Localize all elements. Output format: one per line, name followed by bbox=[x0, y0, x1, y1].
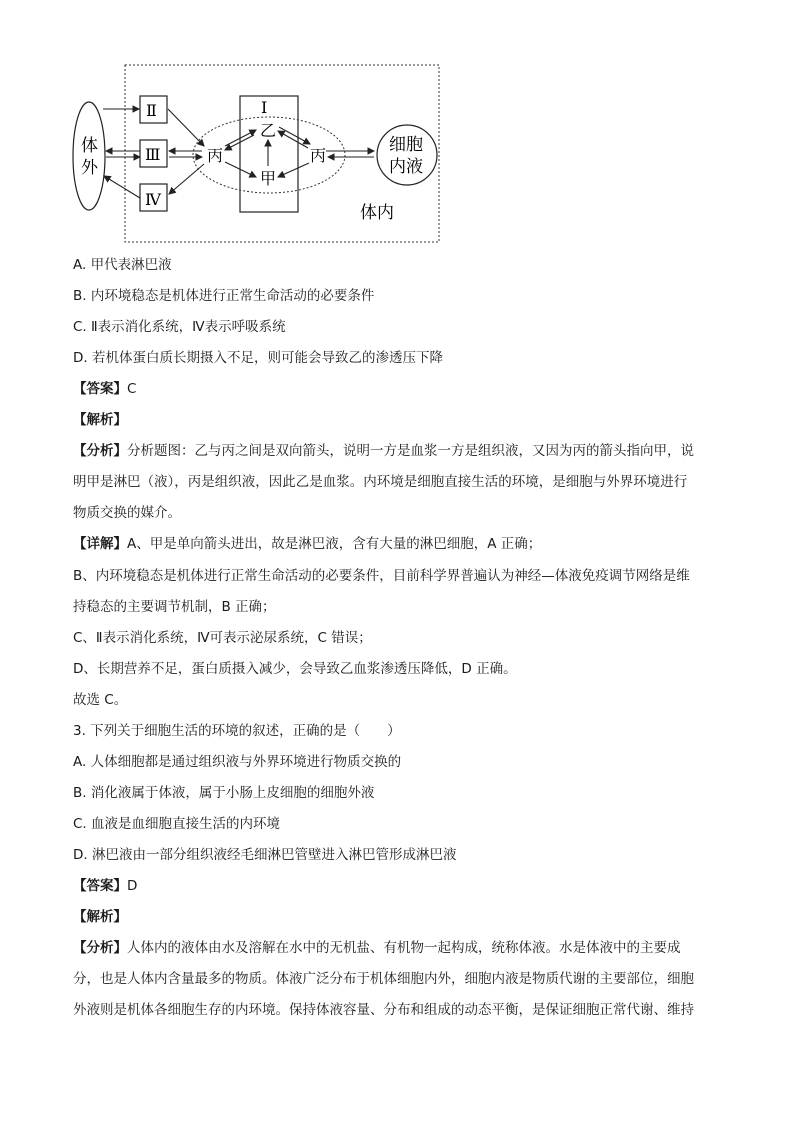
q2-detail-line-5: D、长期营养不足，蛋白质摄入减少，会导致乙血浆渗透压降低，D 正确。 bbox=[73, 661, 517, 677]
body-inside-label: 体内 bbox=[360, 203, 394, 223]
answer-tag: 【答案】 bbox=[73, 381, 127, 397]
analysis-text: 分析题图：乙与丙之间是双向箭头，说明一方是血浆一方是组织液，又因为丙的箭头指向甲，说 bbox=[127, 443, 694, 459]
q2-detail-line-2: B、内环境稳态是机体进行正常生命活动的必要条件，目前科学界普遍认为神经—体液免疫调节网络是维 bbox=[73, 568, 690, 584]
outside-label-1: 体 bbox=[81, 136, 98, 156]
answer-value: D bbox=[127, 878, 138, 894]
q2-option-d: D. 若机体蛋白质长期摄入不足，则可能会导致乙的渗透压下降 bbox=[73, 350, 443, 366]
detail-tag: 【详解】 bbox=[73, 536, 127, 552]
cell-fluid-label-1: 细胞 bbox=[389, 135, 423, 155]
explain-tag: 【解析】 bbox=[73, 412, 127, 428]
q2-analysis-line-1 bbox=[73, 441, 694, 461]
box-IV-label: Ⅳ bbox=[145, 190, 161, 209]
q2-answer bbox=[73, 379, 136, 399]
q2-analysis-line-3: 物质交换的媒介。 bbox=[73, 505, 181, 521]
outside-ellipse bbox=[73, 102, 105, 210]
q3-option-b: B. 消化液属于体液，属于小肠上皮细胞的细胞外液 bbox=[73, 785, 375, 801]
q2-detail-line-1 bbox=[73, 534, 541, 554]
answer-tag: 【答案】 bbox=[73, 878, 127, 894]
cell-fluid-label-2: 内液 bbox=[389, 157, 423, 177]
q2-option-b: B. 内环境稳态是机体进行正常生命活动的必要条件 bbox=[73, 288, 375, 304]
q3-answer bbox=[73, 876, 137, 896]
q3-analysis-line-2: 分，也是人体内含量最多的物质。体液广泛分布于机体细胞内外，细胞内液是物质代谢的主要部位，细胞 bbox=[73, 971, 694, 987]
analysis-text: 人体内的液体由水及溶解在水中的无机盐、有机物一起构成，统称体液。水是体液中的主要成 bbox=[127, 940, 681, 956]
q3-analysis-line-3: 外液则是机体各细胞生存的内环境。保持体液容量、分布和组成的动态平衡，是保证细胞正常代谢、维持 bbox=[73, 1002, 694, 1018]
answer-value: C bbox=[127, 381, 137, 397]
q2-detail-line-4: C、Ⅱ表示消化系统，Ⅳ可表示泌尿系统，C 错误； bbox=[73, 630, 372, 646]
q2-conclusion: 故选 C。 bbox=[73, 692, 128, 708]
q3-option-a: A. 人体细胞都是通过组织液与外界环境进行物质交换的 bbox=[73, 754, 402, 770]
q2-option-c: C. Ⅱ表示消化系统，Ⅳ表示呼吸系统 bbox=[73, 319, 286, 335]
box-I-label: Ⅰ bbox=[261, 98, 268, 117]
q2-analysis-line-2: 明甲是淋巴（液），丙是组织液，因此乙是血浆。内环境是细胞直接生活的环境，是细胞与外界环境进行 bbox=[73, 474, 688, 490]
box-III-label: Ⅲ bbox=[145, 145, 161, 164]
node-bing-left: 丙 bbox=[207, 146, 224, 165]
node-jia: 甲 bbox=[260, 169, 277, 188]
q3-stem: 3. 下列关于细胞生活的环境的叙述，正确的是（ ） bbox=[73, 723, 401, 739]
node-bing-right: 丙 bbox=[310, 146, 327, 165]
q3-option-d: D. 淋巴液由一部分组织液经毛细淋巴管壁进入淋巴管形成淋巴液 bbox=[73, 847, 457, 863]
q2-option-a: A. 甲代表淋巴液 bbox=[73, 257, 172, 273]
q2-detail-line-3: 持稳态的主要调节机制，B 正确； bbox=[73, 599, 276, 615]
node-yi: 乙 bbox=[260, 121, 277, 140]
q3-option-c: C. 血液是血细胞直接生活的内环境 bbox=[73, 816, 281, 832]
analysis-tag: 【分析】 bbox=[73, 940, 127, 956]
box-II-label: Ⅱ bbox=[146, 101, 157, 120]
explain-tag: 【解析】 bbox=[73, 909, 127, 925]
q2-explain-heading bbox=[73, 410, 127, 430]
outside-label-2: 外 bbox=[81, 158, 98, 178]
detail-text: A、甲是单向箭头进出，故是淋巴液，含有大量的淋巴细胞，A 正确； bbox=[127, 536, 542, 552]
internal-environment-diagram bbox=[70, 60, 450, 250]
q3-explain-heading bbox=[73, 907, 127, 927]
box-I bbox=[240, 96, 298, 212]
q3-analysis-line-1 bbox=[73, 938, 681, 958]
analysis-tag: 【分析】 bbox=[73, 443, 127, 459]
